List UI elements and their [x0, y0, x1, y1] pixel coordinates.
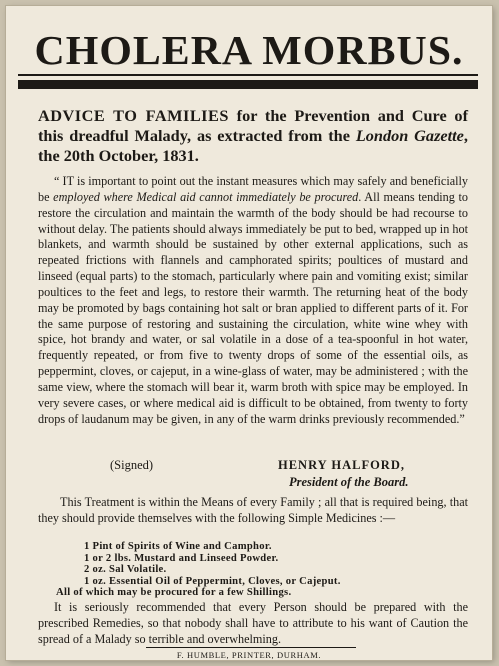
advice-text-2: , the 20th October, 1831.	[38, 126, 468, 165]
remedy-item: 1 oz. Essential Oil of Peppermint, Cloves, or Cajeput.	[84, 575, 341, 587]
title-rule-thick	[18, 80, 478, 89]
body-text-1: “ IT is important to point out the instant measures which may safely and beneficially be	[38, 174, 468, 204]
advice-gazette: London Gazette	[355, 126, 464, 145]
advice-text-1: for the Prevention and Cure of this dreadful Malady, as extracted from the	[38, 106, 468, 145]
signatory-role: President of the Board.	[289, 475, 409, 489]
advice-paragraph	[38, 174, 468, 428]
printer-imprint: F. HUMBLE, PRINTER, DURHAM.	[176, 650, 322, 660]
page-title: CHOLERA MORBUS.	[34, 27, 464, 73]
footer-rule	[146, 647, 356, 648]
body-emphasis: employed where Medical aid cannot immediately be procured	[53, 189, 359, 204]
broadside-sheet	[6, 6, 492, 660]
remedy-item: 2 oz. Sal Volatile.	[84, 564, 167, 576]
signature-block	[38, 458, 468, 494]
title-rule-thin	[18, 74, 478, 76]
treatment-paragraph: This Treatment is within the Means of every Family ; all that is required being, that they should provide themselves with the following Simple Medicines :—	[38, 495, 468, 525]
body-text-2: . All means tending to restore the circulation and maintain the warmth of the body should be had recourse to without delay. The patients should always immediately be put to bed, wrapped up in hot blankets, and warmth should be sustained by other external applications, such as repeated frictions with flannels and camphorated spirits; poultices of mustard and linseed (equal parts) to the stomach, particularly where pain and vomiting exist; similar poultices to the feet and legs, to restore their warmth. The returning heat of the body may be promoted by bags containing hot salt or bran applied to different parts of it. For the same purpose of restoring and sustaining the circulation, white wine whey with spice, hot brandy and water, or sal volatile in a dose of a tea-spoonful in hot water, frequently repeated, or from five to twenty drops of some of the essential oils, as peppermint, cloves, or cajeput, in a wine-glass of water, may be administered ; with the same view, where the stomach will bear it, warm broth with spice may be employed. In very severe cases, or where medical aid is difficult to be obtained, from twenty to forty drops of laudanum may be given, in any of the warm drinks previously recommended.”	[38, 189, 468, 426]
signatory-name: HENRY HALFORD,	[278, 458, 405, 472]
remedy-item: 1 Pint of Spirits of Wine and Camphor.	[84, 541, 272, 552]
remedies-footer: All of which may be procured for a few Shillings.	[56, 587, 292, 599]
advice-lead: ADVICE TO FAMILIES	[38, 106, 229, 125]
advice-body	[38, 174, 468, 428]
remedy-item: 1 or 2 lbs. Mustard and Linseed Powder.	[84, 552, 279, 564]
advice-heading	[38, 106, 468, 166]
remedies-list	[56, 541, 341, 599]
recommendation-paragraph: It is seriously recommended that every Person should be prepared with the prescribed Remedies, so that nobody shall have to attribute to his want of Caution the spread of a Malady so terrible and overwhelming.	[38, 600, 468, 646]
signed-label: (Signed)	[110, 458, 154, 472]
